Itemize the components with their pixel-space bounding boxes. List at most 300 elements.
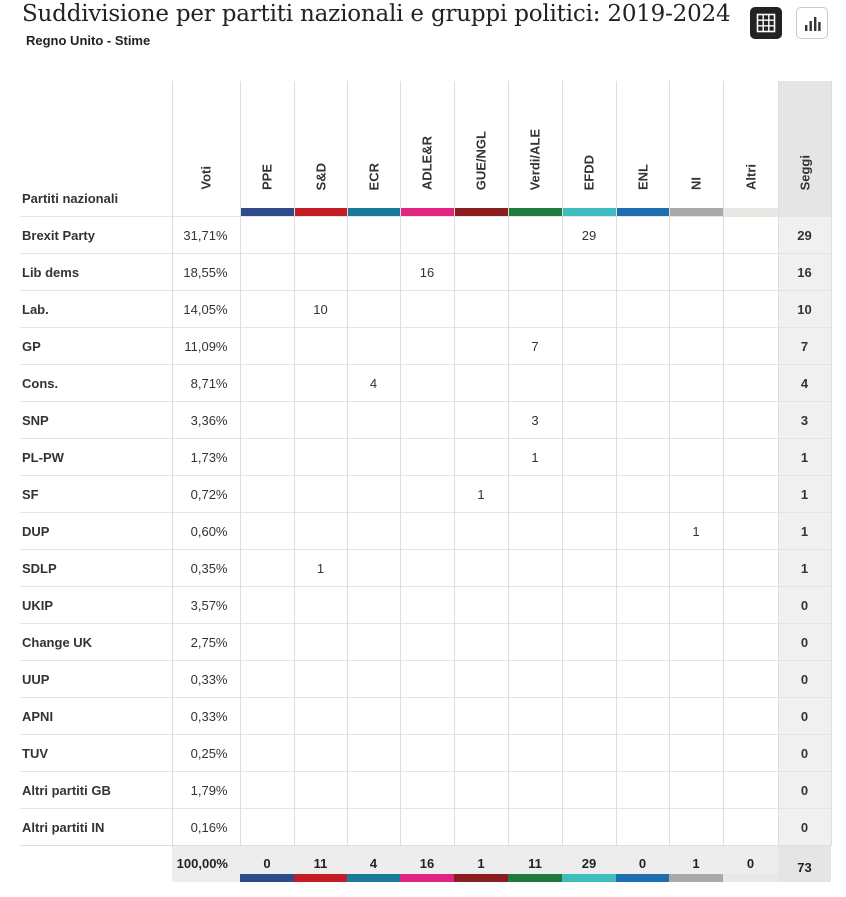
seat-cell bbox=[669, 402, 723, 439]
seat-cell bbox=[347, 624, 400, 661]
group-color-bar bbox=[240, 874, 294, 882]
seat-cell bbox=[616, 439, 669, 476]
party-voti: 2,75% bbox=[172, 624, 240, 661]
seat-cell bbox=[616, 217, 669, 254]
party-name: GP bbox=[20, 328, 172, 365]
group-column-header[interactable] bbox=[347, 81, 400, 217]
party-seggi: 1 bbox=[778, 439, 831, 476]
seat-cell bbox=[669, 217, 723, 254]
seat-cell bbox=[294, 624, 347, 661]
seat-cell bbox=[347, 439, 400, 476]
party-voti: 1,73% bbox=[172, 439, 240, 476]
seat-cell bbox=[508, 772, 562, 809]
seat-cell bbox=[240, 402, 294, 439]
seat-cell bbox=[400, 328, 454, 365]
party-voti: 1,79% bbox=[172, 772, 240, 809]
party-voti: 18,55% bbox=[172, 254, 240, 291]
group-total: 11 bbox=[508, 846, 562, 882]
seat-cell bbox=[400, 661, 454, 698]
seat-cell bbox=[562, 439, 616, 476]
party-seggi: 0 bbox=[778, 809, 831, 846]
seat-cell bbox=[400, 291, 454, 328]
seat-cell bbox=[723, 550, 778, 587]
totals-blank-cell bbox=[20, 846, 172, 882]
seat-cell bbox=[347, 735, 400, 772]
party-name: Cons. bbox=[20, 365, 172, 402]
table-row bbox=[20, 402, 831, 439]
seat-cell bbox=[616, 735, 669, 772]
table-row bbox=[20, 624, 831, 661]
seat-cell bbox=[347, 550, 400, 587]
group-color-bar bbox=[348, 208, 400, 216]
seat-cell bbox=[454, 328, 508, 365]
group-header-label: Verdi/ALE bbox=[527, 128, 543, 190]
group-color-bar bbox=[669, 874, 723, 882]
seat-cell bbox=[562, 402, 616, 439]
seat-cell bbox=[508, 587, 562, 624]
seat-cell bbox=[294, 809, 347, 846]
totals-row bbox=[20, 846, 831, 882]
seat-cell bbox=[669, 291, 723, 328]
seat-cell bbox=[562, 513, 616, 550]
seat-cell bbox=[669, 735, 723, 772]
seat-cell bbox=[669, 698, 723, 735]
party-seggi: 10 bbox=[778, 291, 831, 328]
seat-cell bbox=[616, 809, 669, 846]
group-total: 29 bbox=[562, 846, 616, 882]
seat-cell bbox=[294, 365, 347, 402]
seat-cell bbox=[508, 291, 562, 328]
grid-icon bbox=[756, 13, 776, 33]
seat-cell bbox=[400, 698, 454, 735]
seat-cell bbox=[454, 587, 508, 624]
seat-cell bbox=[294, 476, 347, 513]
party-name: SDLP bbox=[20, 550, 172, 587]
voti-header-label: Voti bbox=[198, 166, 214, 190]
group-column-header[interactable] bbox=[454, 81, 508, 217]
seat-cell bbox=[347, 809, 400, 846]
seat-cell bbox=[723, 624, 778, 661]
seat-cell bbox=[508, 698, 562, 735]
party-voti: 0,33% bbox=[172, 661, 240, 698]
group-total: 1 bbox=[669, 846, 723, 882]
seggi-column-header[interactable] bbox=[778, 81, 831, 217]
seat-cell bbox=[669, 587, 723, 624]
seat-cell bbox=[669, 365, 723, 402]
seat-cell bbox=[294, 328, 347, 365]
seat-cell bbox=[400, 476, 454, 513]
seat-cell bbox=[454, 661, 508, 698]
seat-cell bbox=[347, 698, 400, 735]
seat-cell bbox=[508, 624, 562, 661]
party-seggi: 0 bbox=[778, 624, 831, 661]
party-name: APNI bbox=[20, 698, 172, 735]
group-color-bar bbox=[295, 208, 347, 216]
seat-cell bbox=[723, 809, 778, 846]
group-color-bar bbox=[401, 208, 454, 216]
seat-cell bbox=[294, 439, 347, 476]
seat-cell bbox=[294, 772, 347, 809]
seat-cell bbox=[240, 365, 294, 402]
group-color-bar bbox=[241, 208, 294, 216]
group-color-bar bbox=[400, 874, 454, 882]
seat-cell bbox=[400, 365, 454, 402]
seat-cell bbox=[240, 291, 294, 328]
party-name: TUV bbox=[20, 735, 172, 772]
seat-cell bbox=[616, 291, 669, 328]
table-row bbox=[20, 476, 831, 513]
group-header-label: ADLE&R bbox=[419, 135, 435, 190]
seat-cell: 29 bbox=[562, 217, 616, 254]
group-total: 11 bbox=[294, 846, 347, 882]
table-row bbox=[20, 365, 831, 402]
group-color-bar bbox=[617, 208, 669, 216]
seat-cell bbox=[240, 587, 294, 624]
seat-cell bbox=[240, 328, 294, 365]
header-row bbox=[20, 81, 831, 217]
party-voti: 0,16% bbox=[172, 809, 240, 846]
seat-cell bbox=[508, 254, 562, 291]
group-header-label: S&D bbox=[313, 162, 328, 190]
party-voti: 0,72% bbox=[172, 476, 240, 513]
seat-cell bbox=[347, 661, 400, 698]
party-name: Change UK bbox=[20, 624, 172, 661]
seat-cell bbox=[454, 550, 508, 587]
seat-cell bbox=[454, 624, 508, 661]
seat-cell bbox=[723, 698, 778, 735]
seat-cell bbox=[400, 587, 454, 624]
table-row bbox=[20, 735, 831, 772]
group-column-header[interactable] bbox=[669, 81, 723, 217]
group-color-bar bbox=[347, 874, 400, 882]
party-name: UUP bbox=[20, 661, 172, 698]
totals-seggi: 73 bbox=[778, 846, 831, 882]
seggi-header-label: Seggi bbox=[797, 154, 812, 190]
seat-cell: 1 bbox=[294, 550, 347, 587]
seat-cell bbox=[240, 772, 294, 809]
party-voti: 31,71% bbox=[172, 217, 240, 254]
party-seggi: 1 bbox=[778, 513, 831, 550]
party-name: Altri partiti IN bbox=[20, 809, 172, 846]
voti-column-header[interactable] bbox=[172, 81, 240, 217]
seat-cell: 1 bbox=[508, 439, 562, 476]
seat-cell bbox=[669, 624, 723, 661]
party-seggi: 1 bbox=[778, 476, 831, 513]
seat-cell bbox=[294, 217, 347, 254]
totals-voti: 100,00% bbox=[172, 846, 240, 882]
seat-cell bbox=[562, 550, 616, 587]
group-header-label: GUE/NGL bbox=[473, 130, 489, 190]
party-header-label: Partiti nazionali bbox=[22, 191, 119, 206]
seat-cell bbox=[454, 698, 508, 735]
group-color-bar bbox=[454, 874, 508, 882]
seat-cell: 16 bbox=[400, 254, 454, 291]
seat-cell bbox=[454, 513, 508, 550]
seat-cell bbox=[347, 328, 400, 365]
party-voti: 3,36% bbox=[172, 402, 240, 439]
seat-cell bbox=[616, 402, 669, 439]
seat-cell bbox=[616, 587, 669, 624]
seat-cell bbox=[723, 735, 778, 772]
party-name: UKIP bbox=[20, 587, 172, 624]
party-seggi: 0 bbox=[778, 772, 831, 809]
seat-cell bbox=[723, 328, 778, 365]
seat-cell bbox=[562, 587, 616, 624]
seat-cell bbox=[616, 328, 669, 365]
group-color-bar bbox=[724, 208, 778, 216]
seat-cell bbox=[454, 365, 508, 402]
seat-cell bbox=[347, 587, 400, 624]
group-column-header[interactable] bbox=[616, 81, 669, 217]
table-row bbox=[20, 772, 831, 809]
seat-cell bbox=[294, 698, 347, 735]
page-title: Suddivisione per partiti nazionali e gruppi politici: 2019-2024 bbox=[22, 1, 731, 27]
group-color-bar bbox=[616, 874, 669, 882]
seat-cell bbox=[669, 661, 723, 698]
seat-cell bbox=[454, 772, 508, 809]
seat-cell bbox=[400, 402, 454, 439]
seat-cell bbox=[508, 476, 562, 513]
seat-cell bbox=[669, 550, 723, 587]
seat-cell: 10 bbox=[294, 291, 347, 328]
party-seggi: 4 bbox=[778, 365, 831, 402]
seat-cell bbox=[562, 328, 616, 365]
seat-cell bbox=[240, 735, 294, 772]
seat-cell bbox=[723, 772, 778, 809]
party-seggi: 0 bbox=[778, 735, 831, 772]
seat-cell bbox=[669, 809, 723, 846]
seat-cell bbox=[400, 550, 454, 587]
seat-cell bbox=[723, 476, 778, 513]
party-seggi: 7 bbox=[778, 328, 831, 365]
seat-cell bbox=[562, 365, 616, 402]
party-voti: 0,60% bbox=[172, 513, 240, 550]
seat-cell bbox=[723, 661, 778, 698]
seat-cell bbox=[240, 217, 294, 254]
seat-cell bbox=[562, 624, 616, 661]
seat-cell bbox=[669, 254, 723, 291]
seat-cell bbox=[562, 772, 616, 809]
seat-cell bbox=[347, 513, 400, 550]
results-table bbox=[20, 81, 832, 882]
seat-cell bbox=[669, 328, 723, 365]
seat-cell bbox=[294, 587, 347, 624]
party-voti: 11,09% bbox=[172, 328, 240, 365]
table-row bbox=[20, 254, 831, 291]
seat-cell bbox=[669, 772, 723, 809]
seat-cell bbox=[508, 550, 562, 587]
party-seggi: 16 bbox=[778, 254, 831, 291]
bar-chart-icon bbox=[802, 13, 822, 33]
group-total: 0 bbox=[616, 846, 669, 882]
group-color-bar bbox=[723, 874, 778, 882]
table-row bbox=[20, 661, 831, 698]
party-seggi: 0 bbox=[778, 698, 831, 735]
seat-cell: 4 bbox=[347, 365, 400, 402]
group-color-bar bbox=[563, 208, 616, 216]
table-view-button[interactable] bbox=[750, 7, 782, 39]
seat-cell bbox=[400, 735, 454, 772]
seat-cell bbox=[347, 476, 400, 513]
seat-cell bbox=[400, 624, 454, 661]
seat-cell bbox=[347, 254, 400, 291]
group-color-bar bbox=[508, 874, 562, 882]
party-seggi: 29 bbox=[778, 217, 831, 254]
seat-cell: 3 bbox=[508, 402, 562, 439]
group-column-header[interactable] bbox=[240, 81, 294, 217]
page-subtitle: Regno Unito - Stime bbox=[26, 33, 151, 48]
group-column-header[interactable] bbox=[294, 81, 347, 217]
seat-cell bbox=[400, 809, 454, 846]
table-row bbox=[20, 291, 831, 328]
group-color-bar bbox=[509, 208, 562, 216]
seat-cell bbox=[562, 735, 616, 772]
party-name: SNP bbox=[20, 402, 172, 439]
group-column-header[interactable] bbox=[400, 81, 454, 217]
party-voti: 3,57% bbox=[172, 587, 240, 624]
seat-cell bbox=[616, 624, 669, 661]
seat-cell bbox=[508, 661, 562, 698]
seat-cell bbox=[240, 809, 294, 846]
seat-cell bbox=[347, 772, 400, 809]
party-seggi: 0 bbox=[778, 661, 831, 698]
seat-cell bbox=[723, 402, 778, 439]
table-row bbox=[20, 328, 831, 365]
seat-cell bbox=[240, 661, 294, 698]
party-voti: 0,35% bbox=[172, 550, 240, 587]
seat-cell: 1 bbox=[454, 476, 508, 513]
seat-cell bbox=[562, 254, 616, 291]
seat-cell bbox=[562, 809, 616, 846]
seat-cell: 1 bbox=[669, 513, 723, 550]
seat-cell bbox=[508, 217, 562, 254]
seat-cell bbox=[508, 513, 562, 550]
seat-cell bbox=[240, 439, 294, 476]
seat-cell bbox=[294, 402, 347, 439]
seat-cell bbox=[240, 550, 294, 587]
seat-cell bbox=[454, 402, 508, 439]
group-column-header[interactable] bbox=[508, 81, 562, 217]
party-name: SF bbox=[20, 476, 172, 513]
group-total: 0 bbox=[723, 846, 778, 882]
group-total: 4 bbox=[347, 846, 400, 882]
group-color-bar bbox=[562, 874, 616, 882]
party-seggi: 1 bbox=[778, 550, 831, 587]
table-row bbox=[20, 550, 831, 587]
seat-cell bbox=[669, 476, 723, 513]
chart-view-button[interactable] bbox=[796, 7, 828, 39]
group-header-label: ECR bbox=[366, 162, 381, 190]
seat-cell bbox=[347, 217, 400, 254]
party-voti: 14,05% bbox=[172, 291, 240, 328]
seat-cell bbox=[240, 698, 294, 735]
seat-cell bbox=[294, 735, 347, 772]
seat-cell bbox=[508, 735, 562, 772]
seat-cell bbox=[400, 513, 454, 550]
seat-cell bbox=[562, 661, 616, 698]
group-header-label: ENL bbox=[635, 164, 650, 190]
seat-cell bbox=[240, 254, 294, 291]
group-column-header[interactable] bbox=[723, 81, 778, 217]
seat-cell bbox=[347, 402, 400, 439]
seat-cell bbox=[240, 624, 294, 661]
table-row bbox=[20, 587, 831, 624]
party-name: DUP bbox=[20, 513, 172, 550]
group-header-label: Altri bbox=[743, 164, 758, 190]
group-color-bar bbox=[294, 874, 347, 882]
seat-cell bbox=[723, 513, 778, 550]
table-row bbox=[20, 513, 831, 550]
party-name: Lib dems bbox=[20, 254, 172, 291]
party-seggi: 3 bbox=[778, 402, 831, 439]
group-color-bar bbox=[455, 208, 508, 216]
party-name: Brexit Party bbox=[20, 217, 172, 254]
party-column-header bbox=[20, 81, 172, 217]
seat-cell bbox=[508, 809, 562, 846]
seat-cell bbox=[616, 698, 669, 735]
group-header-label: PPE bbox=[259, 163, 275, 190]
table-row bbox=[20, 439, 831, 476]
seat-cell bbox=[723, 587, 778, 624]
seat-cell bbox=[240, 476, 294, 513]
seat-cell bbox=[616, 772, 669, 809]
party-voti: 0,25% bbox=[172, 735, 240, 772]
seat-cell bbox=[347, 291, 400, 328]
seat-cell bbox=[723, 254, 778, 291]
party-name: Altri partiti GB bbox=[20, 772, 172, 809]
seat-cell bbox=[723, 291, 778, 328]
seat-cell bbox=[723, 365, 778, 402]
seat-cell bbox=[562, 476, 616, 513]
seat-cell bbox=[294, 661, 347, 698]
group-total: 0 bbox=[240, 846, 294, 882]
seat-cell bbox=[616, 513, 669, 550]
seat-cell bbox=[294, 254, 347, 291]
seat-cell bbox=[562, 698, 616, 735]
group-total: 1 bbox=[454, 846, 508, 882]
seat-cell bbox=[400, 217, 454, 254]
table-row bbox=[20, 698, 831, 735]
seat-cell bbox=[616, 254, 669, 291]
seat-cell: 7 bbox=[508, 328, 562, 365]
seat-cell bbox=[240, 513, 294, 550]
seat-cell bbox=[454, 439, 508, 476]
party-name: Lab. bbox=[20, 291, 172, 328]
group-total: 16 bbox=[400, 846, 454, 882]
seat-cell bbox=[508, 365, 562, 402]
group-color-bar bbox=[670, 208, 723, 216]
seat-cell bbox=[454, 291, 508, 328]
seat-cell bbox=[454, 735, 508, 772]
group-column-header[interactable] bbox=[562, 81, 616, 217]
party-name: PL-PW bbox=[20, 439, 172, 476]
seat-cell bbox=[616, 661, 669, 698]
party-voti: 0,33% bbox=[172, 698, 240, 735]
seat-cell bbox=[454, 809, 508, 846]
seat-cell bbox=[616, 365, 669, 402]
group-header-label: EFDD bbox=[581, 154, 597, 190]
seat-cell bbox=[400, 772, 454, 809]
seat-cell bbox=[723, 217, 778, 254]
table-row bbox=[20, 217, 831, 254]
group-header-label: NI bbox=[688, 177, 704, 190]
seat-cell bbox=[454, 217, 508, 254]
seat-cell bbox=[669, 439, 723, 476]
seat-cell bbox=[616, 476, 669, 513]
seat-cell bbox=[454, 254, 508, 291]
party-seggi: 0 bbox=[778, 587, 831, 624]
seat-cell bbox=[723, 439, 778, 476]
